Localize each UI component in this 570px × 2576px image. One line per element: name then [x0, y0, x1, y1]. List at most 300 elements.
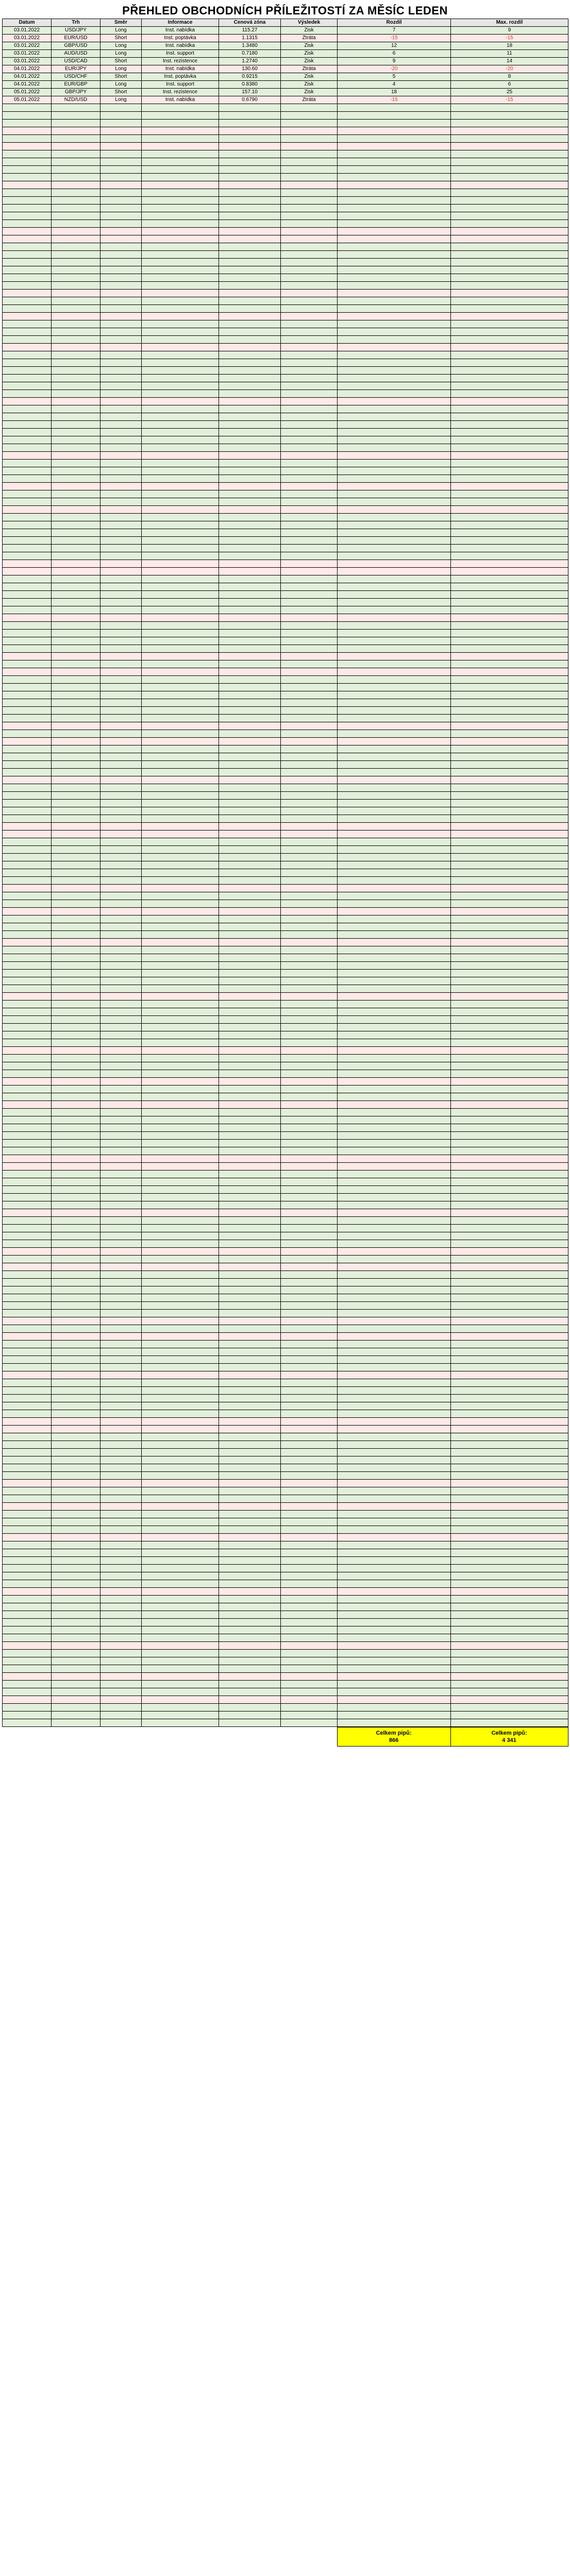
- cell-result: [281, 776, 338, 784]
- table-row: [3, 174, 568, 181]
- cell-max: [451, 877, 568, 885]
- cell-date: [3, 514, 52, 521]
- cell-pair: [52, 1310, 100, 1317]
- cell-pair: [52, 1201, 100, 1209]
- table-row: [3, 282, 568, 290]
- cell-diff: [338, 405, 451, 413]
- cell-pair: [52, 831, 100, 838]
- cell-zone: [219, 1719, 281, 1727]
- cell-diff: [338, 1248, 451, 1256]
- cell-result: [281, 614, 338, 622]
- table-row: [3, 1039, 568, 1047]
- cell-diff: [338, 885, 451, 892]
- cell-pair: [52, 900, 100, 908]
- cell-info: [142, 421, 219, 429]
- cell-max: [451, 212, 568, 220]
- cell-max: [451, 498, 568, 506]
- cell-result: [281, 181, 338, 189]
- cell-result: [281, 946, 338, 954]
- cell-info: [142, 259, 219, 266]
- cell-pair: [52, 290, 100, 297]
- cell-direction: [100, 104, 142, 112]
- cell-info: Inst. poptávka: [142, 73, 219, 81]
- cell-max: [451, 800, 568, 807]
- cell-zone: [219, 1534, 281, 1541]
- cell-zone: [219, 1310, 281, 1317]
- cell-result: [281, 467, 338, 475]
- cell-result: [281, 1286, 338, 1294]
- cell-pair: [52, 916, 100, 923]
- cell-zone: [219, 452, 281, 460]
- cell-date: [3, 946, 52, 954]
- cell-direction: [100, 1031, 142, 1039]
- cell-direction: [100, 1650, 142, 1657]
- cell-direction: [100, 1109, 142, 1116]
- cell-direction: [100, 1503, 142, 1511]
- cell-info: [142, 908, 219, 916]
- cell-diff: [338, 1086, 451, 1093]
- cell-max: [451, 375, 568, 382]
- cell-diff: [338, 1062, 451, 1070]
- cell-date: [3, 498, 52, 506]
- cell-max: [451, 475, 568, 483]
- cell-date: [3, 1626, 52, 1634]
- cell-result: [281, 421, 338, 429]
- cell-result: [281, 189, 338, 197]
- cell-direction: [100, 745, 142, 753]
- cell-pair: [52, 1341, 100, 1348]
- cell-zone: [219, 251, 281, 259]
- cell-zone: [219, 1688, 281, 1696]
- cell-zone: [219, 1572, 281, 1580]
- cell-diff: [338, 1588, 451, 1596]
- cell-result: [281, 1395, 338, 1402]
- cell-pair: [52, 645, 100, 653]
- cell-diff: [338, 1433, 451, 1441]
- cell-pair: [52, 715, 100, 722]
- table-row: [3, 1310, 568, 1317]
- cell-diff: [338, 1140, 451, 1147]
- cell-zone: [219, 722, 281, 730]
- cell-direction: [100, 707, 142, 715]
- cell-info: [142, 900, 219, 908]
- cell-direction: [100, 946, 142, 954]
- cell-result: [281, 622, 338, 630]
- cell-pair: [52, 606, 100, 614]
- cell-zone: [219, 1325, 281, 1333]
- table-row: [3, 135, 568, 143]
- cell-direction: [100, 931, 142, 939]
- cell-result: [281, 660, 338, 668]
- cell-max: [451, 676, 568, 684]
- table-row: [3, 1580, 568, 1588]
- cell-date: [3, 166, 52, 174]
- cell-pair: [52, 1008, 100, 1016]
- cell-pair: [52, 1518, 100, 1526]
- cell-diff: [338, 1109, 451, 1116]
- cell-info: [142, 1140, 219, 1147]
- cell-max: [451, 1402, 568, 1410]
- cell-max: [451, 939, 568, 946]
- cell-pair: [52, 668, 100, 676]
- cell-info: [142, 738, 219, 745]
- cell-result: [281, 1062, 338, 1070]
- cell-pair: [52, 1194, 100, 1201]
- cell-result: [281, 838, 338, 846]
- cell-pair: [52, 212, 100, 220]
- cell-result: [281, 514, 338, 521]
- cell-date: [3, 452, 52, 460]
- cell-date: [3, 792, 52, 800]
- cell-info: [142, 939, 219, 946]
- cell-date: [3, 622, 52, 630]
- cell-direction: [100, 490, 142, 498]
- table-row: [3, 645, 568, 653]
- table-row: [3, 1402, 568, 1410]
- cell-result: [281, 390, 338, 398]
- cell-diff: [338, 892, 451, 900]
- cell-direction: [100, 1688, 142, 1696]
- cell-zone: [219, 1062, 281, 1070]
- cell-direction: [100, 823, 142, 831]
- cell-max: [451, 861, 568, 869]
- cell-pair: [52, 1364, 100, 1371]
- cell-zone: [219, 228, 281, 235]
- cell-zone: [219, 745, 281, 753]
- cell-pair: [52, 1116, 100, 1124]
- cell-diff: [338, 769, 451, 776]
- cell-date: [3, 784, 52, 792]
- cell-info: [142, 390, 219, 398]
- cell-date: 03.01.2022: [3, 27, 52, 35]
- table-row: [3, 1665, 568, 1673]
- cell-direction: [100, 977, 142, 985]
- table-row: [3, 583, 568, 591]
- col-header-date: Datum: [3, 19, 52, 27]
- cell-pair: [52, 1557, 100, 1565]
- cell-info: [142, 1024, 219, 1031]
- cell-pair: [52, 1511, 100, 1518]
- cell-info: [142, 1209, 219, 1217]
- cell-direction: [100, 1240, 142, 1248]
- cell-zone: [219, 1549, 281, 1557]
- total-value-a: 866: [389, 1737, 399, 1743]
- cell-diff: [338, 1673, 451, 1681]
- table-row: [3, 429, 568, 436]
- cell-zone: [219, 1201, 281, 1209]
- cell-pair: [52, 591, 100, 599]
- cell-result: [281, 800, 338, 807]
- cell-zone: [219, 1503, 281, 1511]
- cell-pair: [52, 1572, 100, 1580]
- cell-result: [281, 405, 338, 413]
- cell-max: [451, 228, 568, 235]
- cell-info: [142, 521, 219, 529]
- cell-max: [451, 977, 568, 985]
- cell-diff: [338, 398, 451, 405]
- table-row: [3, 220, 568, 228]
- cell-diff: [338, 1310, 451, 1317]
- cell-direction: [100, 738, 142, 745]
- cell-date: [3, 838, 52, 846]
- cell-date: [3, 1232, 52, 1240]
- cell-result: [281, 745, 338, 753]
- table-row: [3, 1286, 568, 1294]
- cell-direction: Short: [100, 89, 142, 96]
- cell-result: [281, 575, 338, 583]
- cell-diff: [338, 653, 451, 660]
- cell-max: [451, 838, 568, 846]
- cell-max: [451, 127, 568, 135]
- cell-pair: [52, 1541, 100, 1549]
- cell-max: [451, 1611, 568, 1619]
- cell-diff: [338, 815, 451, 823]
- cell-pair: [52, 545, 100, 552]
- cell-date: [3, 305, 52, 313]
- cell-info: [142, 1503, 219, 1511]
- cell-result: [281, 1464, 338, 1472]
- cell-result: [281, 1256, 338, 1263]
- table-row: [3, 854, 568, 861]
- cell-max: 14: [451, 58, 568, 65]
- cell-result: [281, 1433, 338, 1441]
- cell-result: Zisk: [281, 42, 338, 50]
- cell-info: [142, 1580, 219, 1588]
- table-row: [3, 189, 568, 197]
- table-row: [3, 1588, 568, 1596]
- cell-direction: [100, 112, 142, 120]
- cell-max: [451, 382, 568, 390]
- cell-info: [142, 1016, 219, 1024]
- cell-date: [3, 375, 52, 382]
- cell-date: [3, 1070, 52, 1078]
- cell-result: [281, 923, 338, 931]
- cell-direction: [100, 197, 142, 205]
- cell-diff: [338, 715, 451, 722]
- cell-info: [142, 1201, 219, 1209]
- cell-zone: [219, 653, 281, 660]
- cell-zone: [219, 691, 281, 699]
- cell-direction: [100, 1348, 142, 1356]
- cell-zone: [219, 220, 281, 228]
- cell-result: [281, 993, 338, 1001]
- cell-direction: [100, 220, 142, 228]
- cell-pair: [52, 1472, 100, 1480]
- cell-date: [3, 398, 52, 405]
- cell-max: [451, 962, 568, 970]
- cell-max: [451, 1472, 568, 1480]
- cell-diff: [338, 676, 451, 684]
- cell-info: [142, 1348, 219, 1356]
- cell-diff: [338, 1596, 451, 1603]
- cell-max: [451, 452, 568, 460]
- cell-zone: [219, 150, 281, 158]
- cell-max: [451, 1155, 568, 1163]
- table-row: [3, 1209, 568, 1217]
- cell-result: Ztráta: [281, 96, 338, 104]
- cell-info: [142, 985, 219, 993]
- table-row: [3, 1155, 568, 1163]
- cell-direction: [100, 622, 142, 630]
- table-row: [3, 807, 568, 815]
- cell-info: [142, 405, 219, 413]
- cell-pair: [52, 1456, 100, 1464]
- cell-direction: Long: [100, 42, 142, 50]
- cell-result: [281, 506, 338, 514]
- cell-zone: [219, 784, 281, 792]
- cell-info: [142, 691, 219, 699]
- cell-zone: [219, 575, 281, 583]
- cell-max: [451, 413, 568, 421]
- cell-result: [281, 1294, 338, 1302]
- cell-date: [3, 1325, 52, 1333]
- cell-date: [3, 691, 52, 699]
- cell-info: [142, 1526, 219, 1534]
- cell-pair: [52, 475, 100, 483]
- table-row: [3, 977, 568, 985]
- cell-diff: [338, 823, 451, 831]
- cell-zone: [219, 1626, 281, 1634]
- cell-date: [3, 560, 52, 568]
- cell-info: [142, 490, 219, 498]
- cell-pair: [52, 444, 100, 452]
- cell-max: [451, 235, 568, 243]
- cell-zone: [219, 1055, 281, 1062]
- table-row: [3, 846, 568, 854]
- cell-pair: [52, 174, 100, 181]
- cell-max: [451, 266, 568, 274]
- cell-zone: [219, 1240, 281, 1248]
- cell-pair: [52, 861, 100, 869]
- cell-max: [451, 1572, 568, 1580]
- table-row: [3, 877, 568, 885]
- cell-date: [3, 1650, 52, 1657]
- cell-pair: [52, 1047, 100, 1055]
- table-row: [3, 715, 568, 722]
- cell-zone: [219, 1356, 281, 1364]
- cell-result: [281, 367, 338, 375]
- cell-result: [281, 645, 338, 653]
- cell-diff: [338, 1619, 451, 1626]
- cell-pair: [52, 1696, 100, 1704]
- cell-date: [3, 800, 52, 807]
- cell-zone: [219, 846, 281, 854]
- cell-pair: [52, 1093, 100, 1101]
- cell-date: [3, 228, 52, 235]
- table-row: [3, 413, 568, 421]
- cell-diff: [338, 939, 451, 946]
- cell-info: [142, 158, 219, 166]
- cell-zone: [219, 205, 281, 212]
- cell-max: [451, 1325, 568, 1333]
- table-row: [3, 73, 568, 81]
- table-row: [3, 1256, 568, 1263]
- table-row: [3, 753, 568, 761]
- cell-info: [142, 892, 219, 900]
- cell-zone: [219, 614, 281, 622]
- table-row: [3, 885, 568, 892]
- cell-info: [142, 614, 219, 622]
- table-row: [3, 1549, 568, 1557]
- cell-zone: [219, 483, 281, 490]
- cell-max: [451, 784, 568, 792]
- cell-date: [3, 328, 52, 336]
- cell-info: [142, 1704, 219, 1711]
- cell-diff: [338, 181, 451, 189]
- cell-pair: USD/JPY: [52, 27, 100, 35]
- table-row: [3, 506, 568, 514]
- cell-result: [281, 290, 338, 297]
- cell-max: 9: [451, 27, 568, 35]
- cell-max: [451, 1232, 568, 1240]
- cell-zone: [219, 1101, 281, 1109]
- cell-direction: [100, 320, 142, 328]
- cell-info: [142, 970, 219, 977]
- cell-info: [142, 120, 219, 127]
- cell-result: [281, 1449, 338, 1456]
- cell-diff: [338, 1534, 451, 1541]
- cell-max: [451, 205, 568, 212]
- cell-result: [281, 1650, 338, 1657]
- table-row: [3, 1248, 568, 1256]
- cell-direction: [100, 483, 142, 490]
- cell-diff: 12: [338, 42, 451, 50]
- table-row: [3, 1611, 568, 1619]
- table-row: [3, 599, 568, 606]
- cell-max: [451, 1495, 568, 1503]
- cell-direction: [100, 1341, 142, 1348]
- cell-pair: [52, 382, 100, 390]
- cell-max: [451, 691, 568, 699]
- cell-zone: [219, 174, 281, 181]
- cell-zone: [219, 1371, 281, 1379]
- cell-info: [142, 1008, 219, 1016]
- cell-zone: [219, 1124, 281, 1132]
- cell-zone: [219, 923, 281, 931]
- cell-zone: [219, 189, 281, 197]
- cell-direction: [100, 1426, 142, 1433]
- table-row: [3, 35, 568, 42]
- cell-info: [142, 1387, 219, 1395]
- cell-max: [451, 1271, 568, 1279]
- table-row: [3, 1116, 568, 1124]
- cell-max: 25: [451, 89, 568, 96]
- cell-max: [451, 1634, 568, 1642]
- cell-date: [3, 467, 52, 475]
- cell-result: [281, 143, 338, 150]
- table-row: [3, 305, 568, 313]
- cell-pair: [52, 1155, 100, 1163]
- cell-direction: [100, 606, 142, 614]
- cell-zone: [219, 645, 281, 653]
- cell-info: [142, 375, 219, 382]
- cell-max: [451, 545, 568, 552]
- table-row: [3, 1642, 568, 1650]
- cell-date: [3, 1433, 52, 1441]
- cell-diff: [338, 970, 451, 977]
- cell-direction: [100, 962, 142, 970]
- cell-result: [281, 135, 338, 143]
- cell-info: [142, 189, 219, 197]
- cell-zone: [219, 521, 281, 529]
- cell-pair: [52, 684, 100, 691]
- cell-date: [3, 900, 52, 908]
- cell-pair: [52, 776, 100, 784]
- cell-max: -15: [451, 96, 568, 104]
- cell-zone: [219, 831, 281, 838]
- cell-zone: [219, 985, 281, 993]
- cell-max: [451, 104, 568, 112]
